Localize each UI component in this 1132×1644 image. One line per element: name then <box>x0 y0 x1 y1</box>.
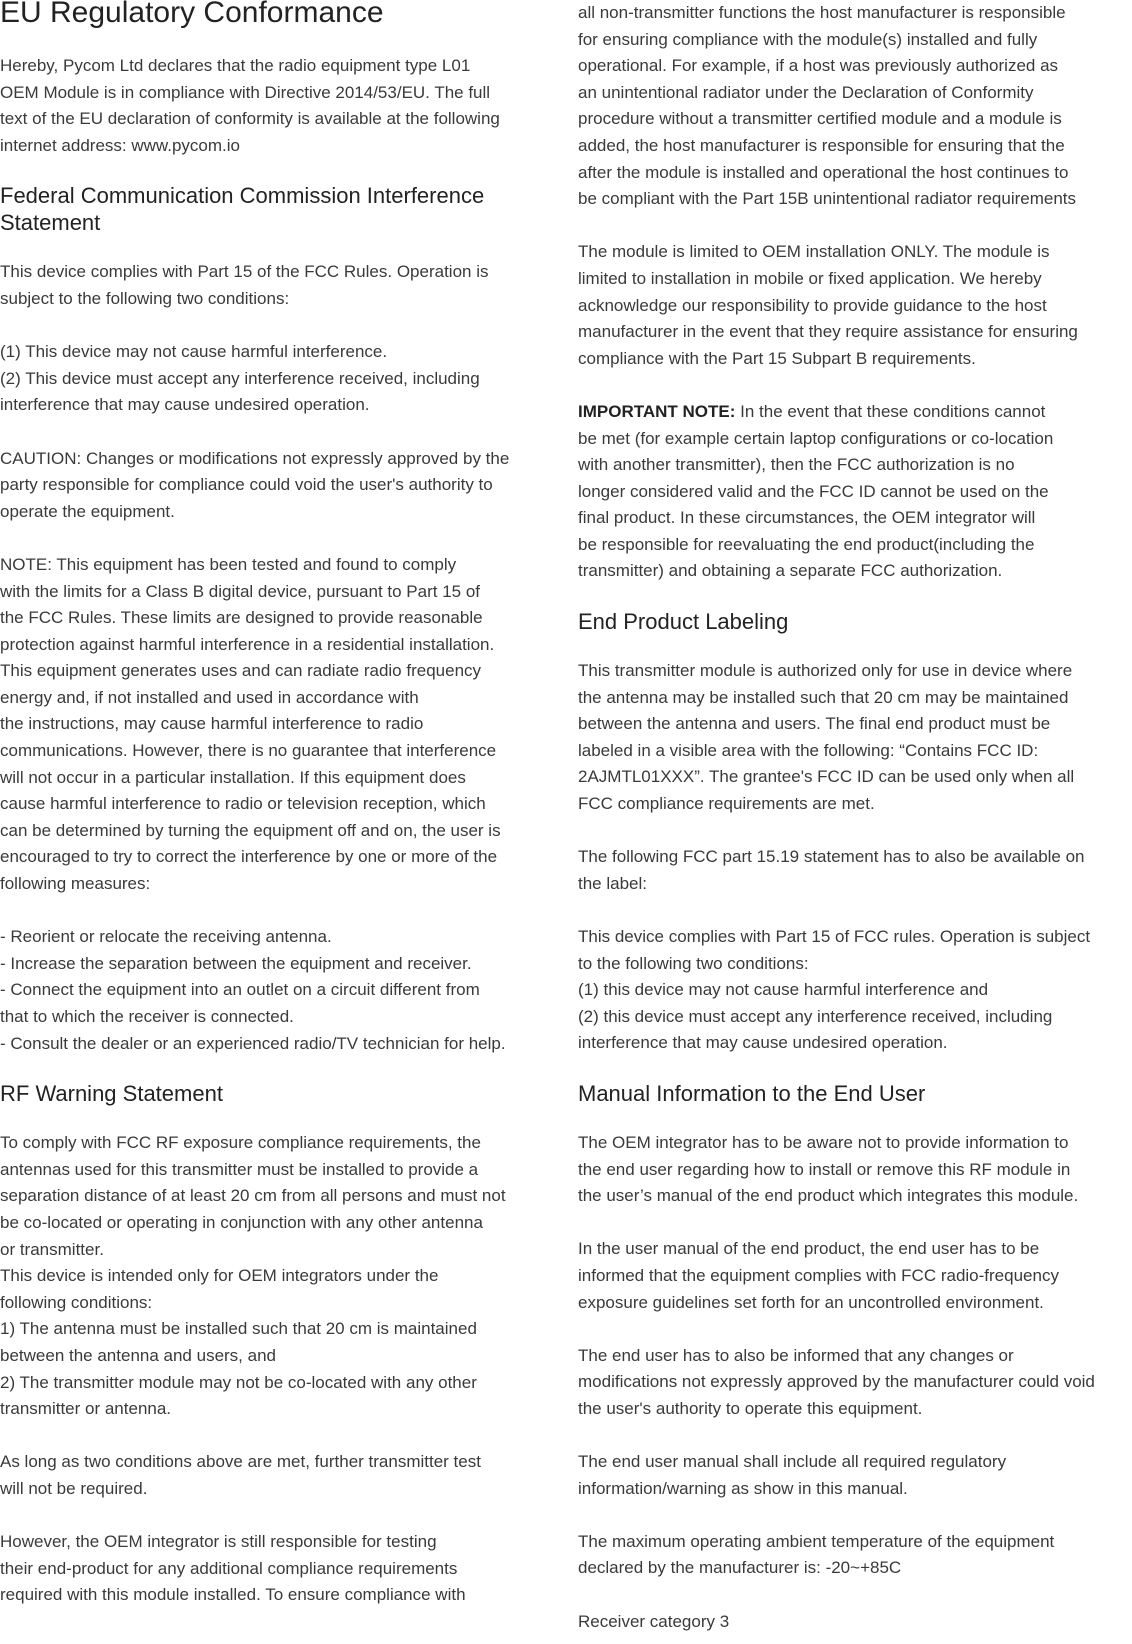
eu-conformance-title: EU Regulatory Conformance <box>0 0 384 29</box>
manual-oem-text: The OEM integrator has to be aware not to provide information to the end user regarding how to install or remove this RF module in the user’s manual of the end product which integrates this module. <box>578 1132 1079 1206</box>
left-column <box>0 0 548 1609</box>
spacer <box>578 1210 1130 1237</box>
fcc-interference-heading: Federal Communication Commission Interference Statement <box>0 183 485 236</box>
manual-information-heading: Manual Information to the End User <box>578 1080 926 1106</box>
conditions-met-text: As long as two conditions above are met, further transmitter test will not be required. <box>0 1452 481 1498</box>
spacer <box>578 213 1130 240</box>
oem-installation-text: The module is limited to OEM installation ONLY. The module is limited to installation in mobile or fixed application. We hereby acknowledge our responsibility to provide guidance to the host manufacturer in the event that they require assistance for ensuring compliance with the Part 15 Subpart B requirements. <box>578 242 1078 368</box>
manual-changes-text: The end user has to also be informed that any changes or modifications not expressly approved by the manufacturer could void the user's authority to operate this equipment. <box>578 1345 1095 1418</box>
spacer <box>0 1423 548 1450</box>
spacer <box>0 313 548 340</box>
spacer <box>578 1423 1130 1450</box>
spacer <box>0 525 548 552</box>
spacer <box>578 897 1130 924</box>
spacer <box>578 1316 1130 1343</box>
important-note-label: IMPORTANT NOTE: <box>578 401 736 421</box>
oem-responsibility-text: However, the OEM integrator is still responsible for testing their end-product for any additional compliance requirements required with this module installed. To ensure compliance with <box>0 1532 466 1605</box>
manual-include-text: The end user manual shall include all required regulatory information/warning as show in this manual. <box>578 1452 1007 1498</box>
spacer <box>578 1582 1130 1609</box>
note-text: NOTE: This equipment has been tested and found to comply with the limits for a Class B digital device, pursuant to Part 15 of the FCC Rules. These limits are designed to provide reasonable protection against harmful interference in a residential installation. This equipment generates uses and can radiate radio frequency energy and, if not installed and used in accordance with the instructions, may cause harmful interference to radio communications. However, there is no guarantee that interference will not occur in a particular installation. If this equipment does cause harmful interference to radio or television reception, which can be determined by turning the equipment off and on, the user is encouraged to try to correct the interference by one or more of the following measures: <box>0 554 501 894</box>
spacer <box>578 1502 1130 1529</box>
important-note-text: In the event that these conditions cannot be met (for example certain laptop configurations or co-location with another transmitter), then the FCC authorization is no longer considered valid and the FCC ID cannot be used on the final product. In these circumstances, the OEM integrator will be responsible for reevaluating the end product(including the transmitter) and obtaining a separate FCC authorization. <box>578 401 1054 581</box>
spacer <box>0 419 548 446</box>
fcc-conditions-text: (1) This device may not cause harmful interference. (2) This device must accept any interference received, including interference that may cause undesired operation. <box>0 342 480 415</box>
caution-text: CAUTION: Changes or modifications not expressly approved by the party responsible for compliance could void the user's authority to operate the equipment. <box>0 448 510 521</box>
rf-warning-heading: RF Warning Statement <box>0 1081 223 1107</box>
measures-list: - Reorient or relocate the receiving antenna. - Increase the separation between the equipment and receiver. - Connect the equipment into an outlet on a circuit different from that to which the receiver is connected. - Consult the dealer or an experienced radio/TV technician for help. <box>0 927 506 1053</box>
spacer <box>0 898 548 925</box>
eu-declaration-text: Hereby, Pycom Ltd declares that the radio equipment type L01 OEM Module is in compliance with Directive 2014/53/EU. The full text of the EU declaration of conformity is available at the following internet address: www.pycom.io <box>0 56 500 155</box>
manual-rf-exposure-text: In the user manual of the end product, the end user has to be informed that the equipment complies with FCC radio-frequency exposure guidelines set forth for an uncontrolled environment. <box>578 1239 1059 1312</box>
end-product-labeling-heading: End Product Labeling <box>578 609 789 635</box>
receiver-category-text: Receiver category 3 <box>578 1611 730 1631</box>
part-1519-text: The following FCC part 15.19 statement has to also be available on the label: <box>578 847 1085 893</box>
fcc-intro-text: This device complies with Part 15 of the FCC Rules. Operation is subject to the following two conditions: <box>0 262 489 308</box>
right-column <box>578 0 1130 1635</box>
important-note-paragraph <box>578 399 1130 585</box>
spacer <box>0 1503 548 1530</box>
host-manufacturer-text: all non-transmitter functions the host manufacturer is responsible for ensuring compliance with the module(s) installed and fully operational. For example, if a host was previously authorized as an unintentional radiator under the Declaration of Conformity procedure without a transmitter certified module and a module is added, the host manufacturer is responsible for ensuring that the after the module is installed and operational the host continues to be compliant with the Part 15B unintentional radiator requirements <box>578 3 1077 209</box>
spacer <box>578 372 1130 399</box>
spacer <box>578 818 1130 845</box>
label-statement-text: This device complies with Part 15 of FCC rules. Operation is subject to the following two conditions: (1) this device may not cause harmful interference and (2) this device must accept any interference received, including interference that may cause undesired operation. <box>578 927 1091 1053</box>
rf-warning-text: To comply with FCC RF exposure compliance requirements, the antennas used for this transmitter must be installed to provide a separation distance of at least 20 cm from all persons and must not be co-located or operating in conjunction with any other antenna or transmitter. This device is intended only for OEM integrators under the following conditions: 1) The antenna must be installed such that 20 cm is maintained between the antenna and users, and 2) The transmitter module may not be co-located with any other transmitter or antenna. <box>0 1133 506 1419</box>
temperature-text: The maximum operating ambient temperature of the equipment declared by the manufacturer is: -20~+85C <box>578 1531 1055 1578</box>
labeling-text: This transmitter module is authorized only for use in device where the antenna may be installed such that 20 cm may be maintained between the antenna and users. The final end product must be labeled in a visible area with the following: “Contains FCC ID: 2AJMTL01XXX”. The grantee's FCC ID can be used only when all FCC compliance requirements are met. <box>578 661 1075 814</box>
